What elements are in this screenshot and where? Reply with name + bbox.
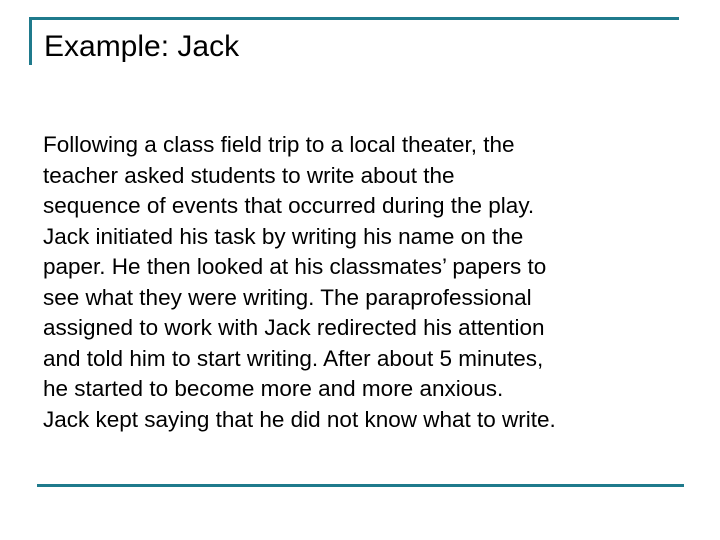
body-line: he started to become more and more anxious. bbox=[43, 376, 504, 401]
body-line: Jack initiated his task by writing his name on the bbox=[43, 223, 524, 249]
title-accent-top-rule bbox=[29, 17, 679, 20]
body-line: Following a class field trip to a local theater, the bbox=[43, 132, 515, 157]
slide-body-paragraph bbox=[43, 130, 693, 435]
body-line: assigned to work with Jack redirected his attention bbox=[43, 315, 545, 340]
bottom-accent-rule bbox=[37, 484, 684, 487]
body-line: teacher asked students to write about the bbox=[43, 162, 455, 188]
body-line: sequence of events that occurred during the play. bbox=[43, 193, 535, 218]
body-line: Jack kept saying that he did not know what to write. bbox=[43, 406, 556, 432]
body-line: see what they were writing. The paraprofessional bbox=[43, 284, 532, 310]
title-accent-vertical-bar bbox=[29, 17, 32, 65]
body-line: and told him to start writing. After about 5 minutes, bbox=[43, 345, 544, 371]
body-line: paper. He then looked at his classmates’ papers to bbox=[43, 254, 547, 279]
slide-title: Example: Jack bbox=[44, 30, 240, 63]
